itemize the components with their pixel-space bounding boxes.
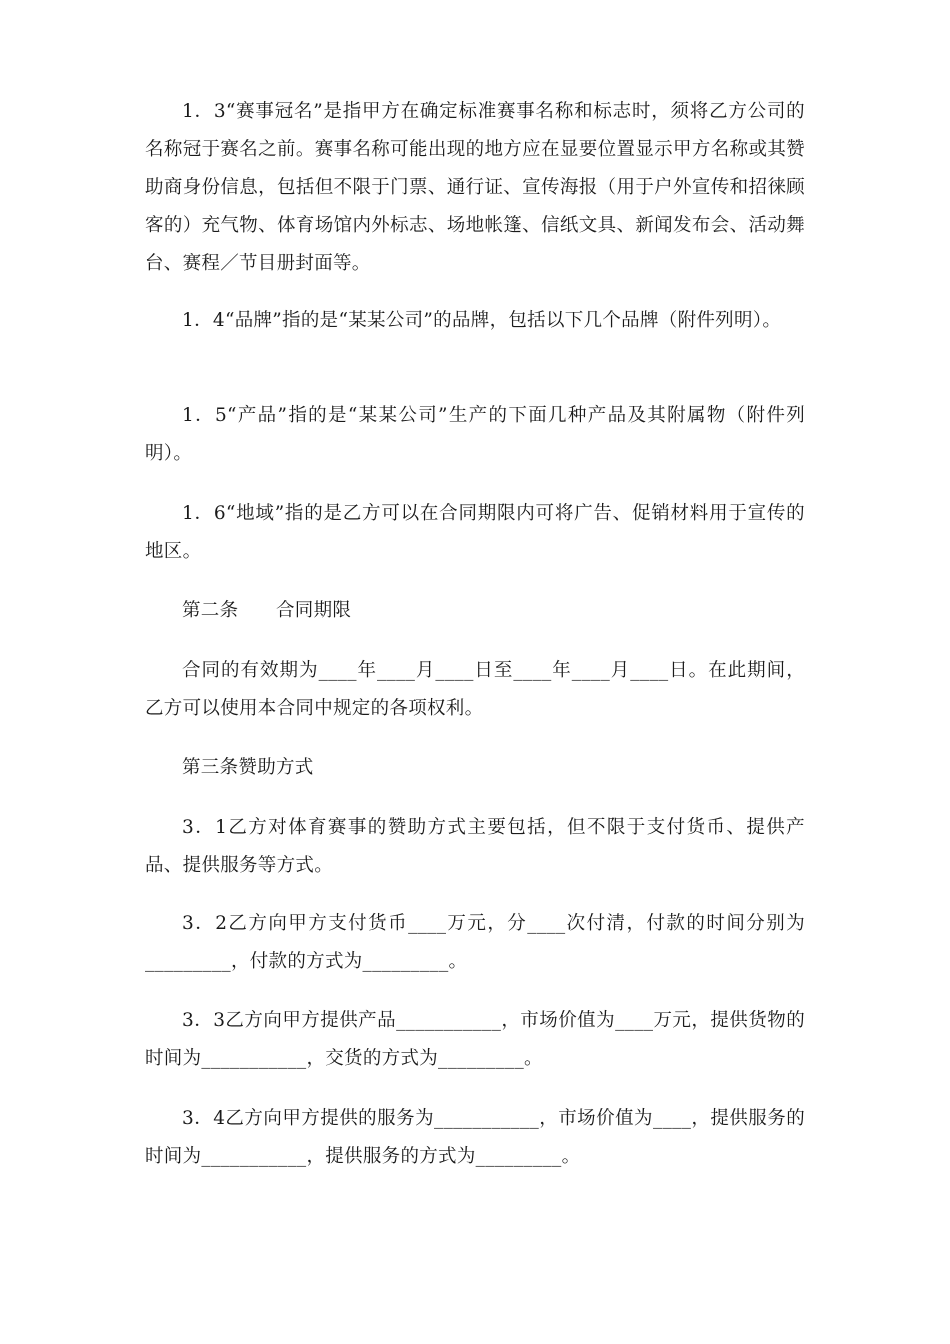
clause-3-4-services: 3．4乙方向甲方提供的服务为___________，市场价值为____，提供服务的时间为___________，提供服务的方式为_________。 [145, 1108, 805, 1167]
article-2-heading: 第二条 合同期限 [182, 600, 352, 621]
clause-1-6-territory: 1．6“地域”指的是乙方可以在合同期限内可将广告、促销材料用于宣传的地区。 [145, 503, 805, 562]
clause-3-3-products: 3．3乙方向甲方提供产品___________，市场价值为____万元，提供货物的时间为___________，交货的方式为_________。 [145, 1010, 805, 1069]
clause-3-2-currency: 3．2乙方向甲方支付货币____万元，分____次付清，付款的时间分别为_________，付款的方式为_________。 [145, 913, 805, 972]
clause-1-5-product: 1．5“产品”指的是“某某公司”生产的下面几种产品及其附属物（附件列明）。 [145, 405, 805, 464]
clause-1-4-brand: 1．4“品牌”指的是“某某公司”的品牌，包括以下几个品牌（附件列明）。 [182, 310, 782, 331]
clause-3-1-methods: 3．1乙方对体育赛事的赞助方式主要包括，但不限于支付货币、提供产品、提供服务等方式。 [145, 817, 805, 876]
article-3-heading: 第三条赞助方式 [182, 757, 314, 778]
clause-1-3-title-sponsorship: 1．3“赛事冠名”是指甲方在确定标准赛事名称和标志时，须将乙方公司的名称冠于赛名之前。赛事名称可能出现的地方应在显要位置显示甲方名称或其赞助商身份信息，包括但不限于门票、通行证、宣传海报（用于户外宣传和招徕顾客的）充气物、体育场馆内外标志、场地帐篷、信纸文具、新闻发布会、活动舞台、赛程／节目册封面等。 [145, 101, 805, 274]
article-2-term-text: 合同的有效期为____年____月____日至____年____月____日。在此期间，乙方可以使用本合同中规定的各项权利。 [145, 660, 805, 719]
